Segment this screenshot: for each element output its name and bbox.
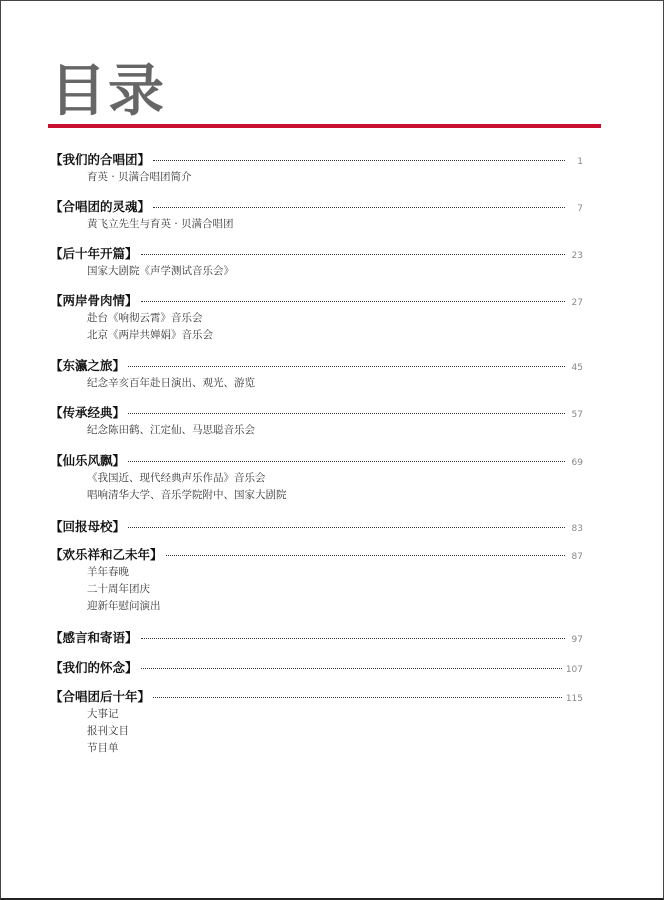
toc-page-number: 97 [571,635,583,645]
toc-subentry[interactable]: 唱响清华大学、音乐学院附中、国家大剧院 [87,489,287,501]
toc-entry-title[interactable]: 【我们的怀念】 [50,660,138,675]
toc-subentry[interactable]: 大事记 [87,708,119,720]
toc-subentry[interactable]: 二十周年团庆 [87,583,150,595]
toc-entry-title[interactable]: 【合唱团的灵魂】 [50,199,151,214]
page-title: 目录 [50,59,166,124]
toc-entry-title[interactable]: 【后十年开篇】 [50,246,138,261]
toc-subentry[interactable]: 纪念陈田鹤、江定仙、马思聪音乐会 [87,424,255,436]
toc-page-number: 7 [577,204,583,214]
toc-entry[interactable] [50,245,583,280]
toc-entry[interactable] [50,151,583,186]
toc-subentry[interactable]: 羊年春晚 [87,566,129,578]
toc-page-number: 45 [571,363,583,373]
dot-leader [128,366,565,367]
dot-leader [141,254,565,255]
toc-entry-title[interactable]: 【合唱团后十年】 [50,689,151,704]
toc-entry[interactable] [50,452,583,504]
dot-leader [128,527,565,528]
toc-entry[interactable] [50,198,583,233]
toc-entry-title[interactable]: 【欢乐祥和乙未年】 [50,547,163,562]
toc-page-number: 57 [571,410,583,420]
toc-entry-title[interactable]: 【回报母校】 [50,519,126,534]
dot-leader [128,413,565,414]
dot-leader [141,301,565,302]
toc-subentry[interactable]: 国家大剧院《声学测试音乐会》 [87,265,234,277]
toc-entry-title[interactable]: 【我们的合唱团】 [50,152,151,167]
toc-page-number: 115 [565,694,583,704]
toc-page-number: 69 [571,458,583,468]
dot-leader [128,461,565,462]
dot-leader [153,697,562,698]
toc-entry-title[interactable]: 【两岸骨肉情】 [50,293,138,308]
toc-subentry[interactable]: 赴台《响彻云霄》音乐会 [87,312,203,324]
dot-leader [153,207,565,208]
toc-subentry[interactable]: 北京《两岸共婵娟》音乐会 [87,329,213,341]
toc-subentry[interactable]: 报刊文目 [87,725,129,737]
dot-leader [166,555,565,556]
toc-entry[interactable] [50,404,583,439]
toc-page-number: 27 [571,298,583,308]
toc-entry-title[interactable]: 【仙乐风飘】 [50,453,126,468]
toc-page-number: 87 [571,552,583,562]
toc-page-number: 83 [571,524,583,534]
toc-page-number: 23 [571,251,583,261]
toc-entry-title[interactable]: 【东瀛之旅】 [50,358,126,373]
dot-leader [141,638,565,639]
toc-subentry[interactable]: 纪念辛亥百年赴日演出、观光、游览 [87,377,255,389]
toc-subentry[interactable]: 节目单 [87,742,119,754]
toc-entry-title[interactable]: 【感言和寄语】 [50,630,138,645]
toc-entry[interactable] [50,518,583,535]
toc-entry[interactable] [50,659,583,676]
toc-entry[interactable] [50,629,583,646]
toc-subentry[interactable]: 迎新年慰问演出 [87,600,161,612]
toc-entry[interactable] [50,292,583,344]
toc-entry[interactable] [50,688,583,757]
toc-entry[interactable] [50,546,583,615]
toc-subentry[interactable]: 黄飞立先生与育英 · 贝满合唱团 [87,218,234,230]
dot-leader [153,160,565,161]
toc-subentry[interactable]: 《我国近、现代经典声乐作品》音乐会 [87,472,266,484]
toc-subentry[interactable]: 育英 · 贝满合唱团简介 [87,171,192,183]
toc-entry-title[interactable]: 【传承经典】 [50,405,126,420]
dot-leader [141,668,562,669]
toc-page-number: 107 [565,665,583,675]
toc-entry[interactable] [50,357,583,392]
toc-page-number: 1 [577,157,583,167]
